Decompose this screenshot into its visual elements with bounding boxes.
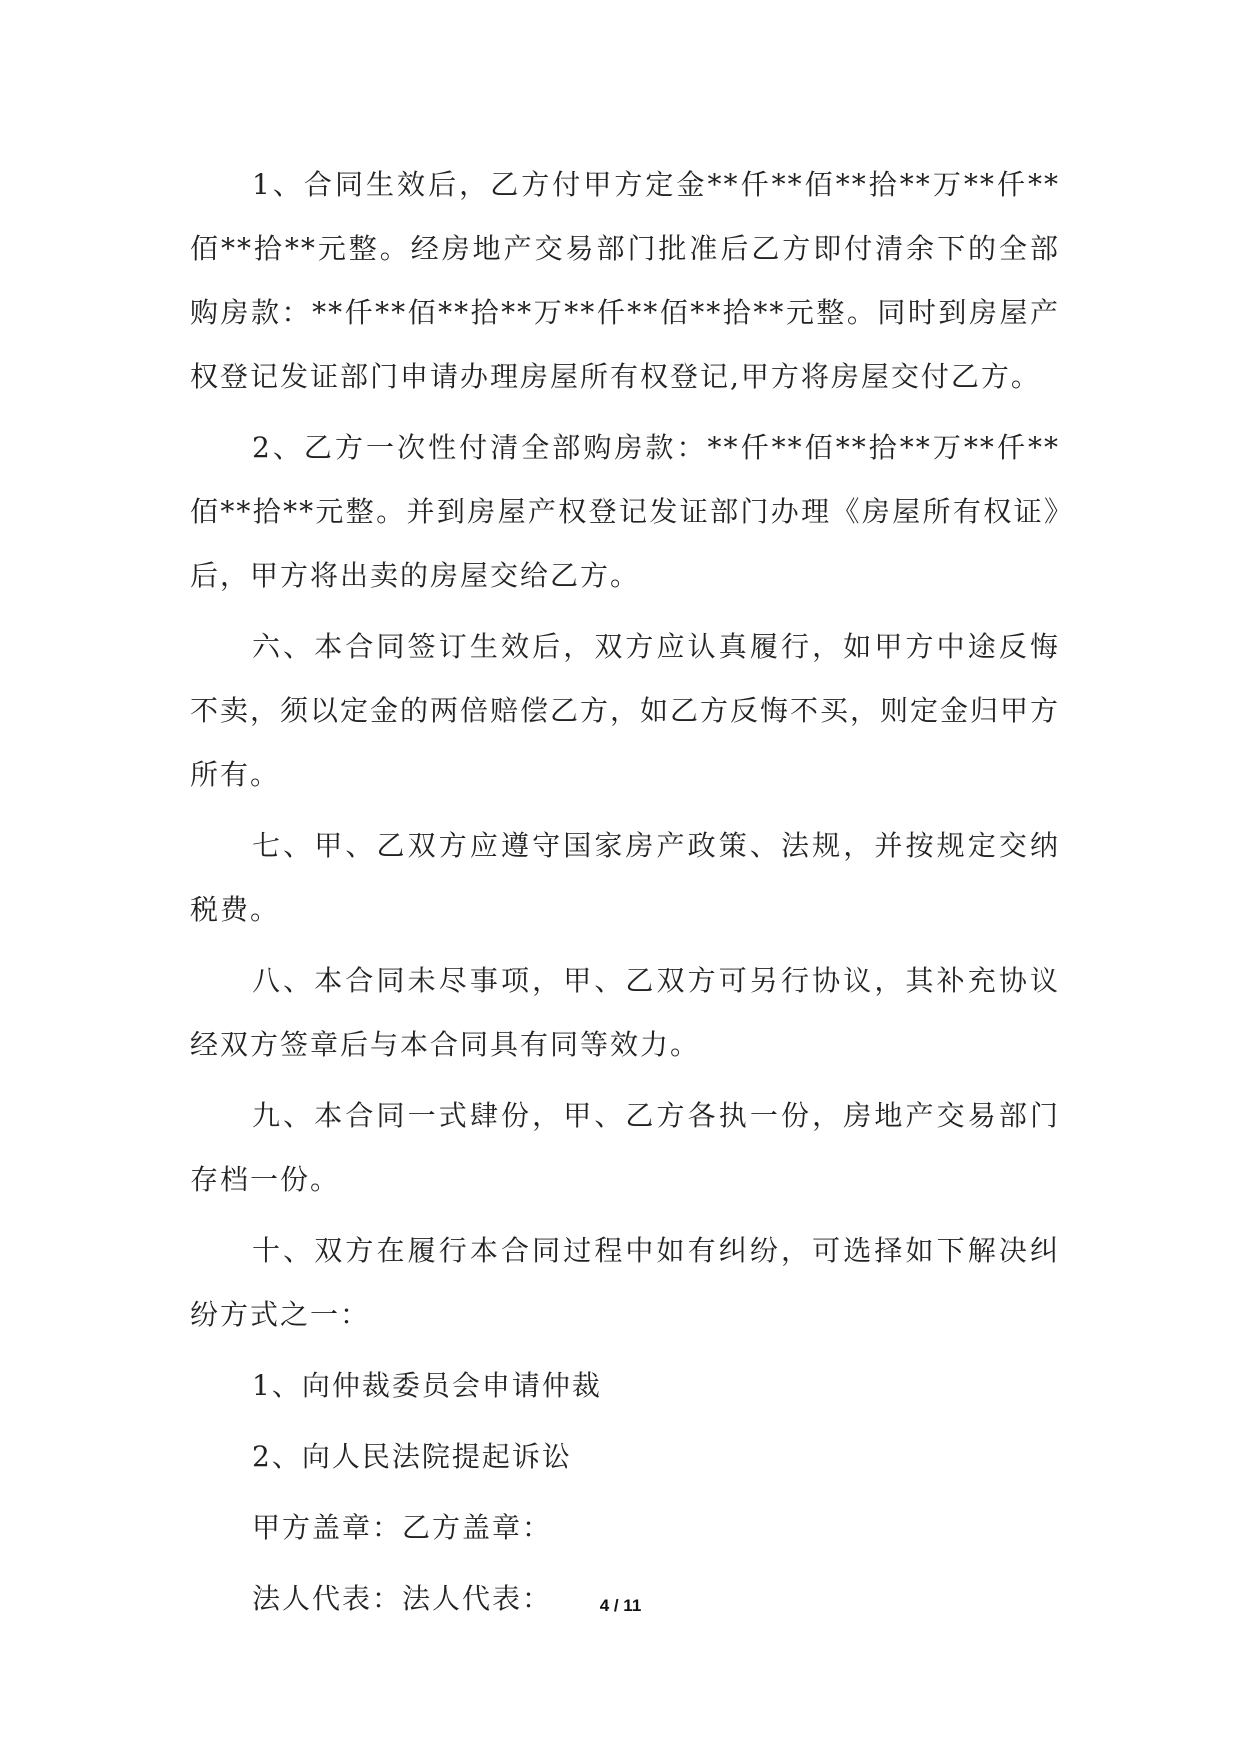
dispute-option-litigation: 2、向人民法院提起诉讼 (252, 1440, 572, 1473)
seal-line: 甲方盖章：乙方盖章： (252, 1511, 553, 1544)
clause-payment-option-2: 2、乙方一次性付清全部购房款：**仟**佰**拾**万**仟**佰**拾**元整。并到房屋产权登记发证部门办理《房屋所有权证》后，甲方将出卖的房屋交给乙方。 (190, 431, 1060, 592)
clause-six-breach: 六、本合同签订生效后，双方应认真履行，如甲方中途反悔不卖，须以定金的两倍赔偿乙方，如乙方反悔不买，则定金归甲方所有。 (190, 630, 1061, 791)
dispute-option-arbitration: 1、向仲裁委员会申请仲裁 (252, 1369, 602, 1402)
clause-seven-taxes: 七、甲、乙双方应遵守国家房产政策、法规，并按规定交纳税费。 (190, 829, 1060, 926)
page-number: 4 / 11 (599, 1596, 642, 1615)
clause-payment-option-1: 1、合同生效后，乙方付甲方定金**仟**佰**拾**万**仟**佰**拾**元整。经房地产交易部门批准后乙方即付清余下的全部购房款：**仟**佰**拾**万**仟**佰**拾**元整。同时到房屋产权登记发证部门申请办理房屋所有权登记,甲方将房屋交付乙方。 (190, 168, 1060, 393)
legal-representative-line: 法人代表：法人代表： (252, 1582, 553, 1615)
clause-eight-supplement: 八、本合同未尽事项，甲、乙双方可另行协议，其补充协议经双方签章后与本合同具有同等效力。 (190, 964, 1060, 1061)
clause-nine-copies: 九、本合同一式肆份，甲、乙方各执一份，房地产交易部门存档一份。 (190, 1099, 1060, 1196)
document-body (190, 153, 1060, 1638)
clause-ten-disputes: 十、双方在履行本合同过程中如有纠纷，可选择如下解决纠纷方式之一： (190, 1234, 1060, 1331)
